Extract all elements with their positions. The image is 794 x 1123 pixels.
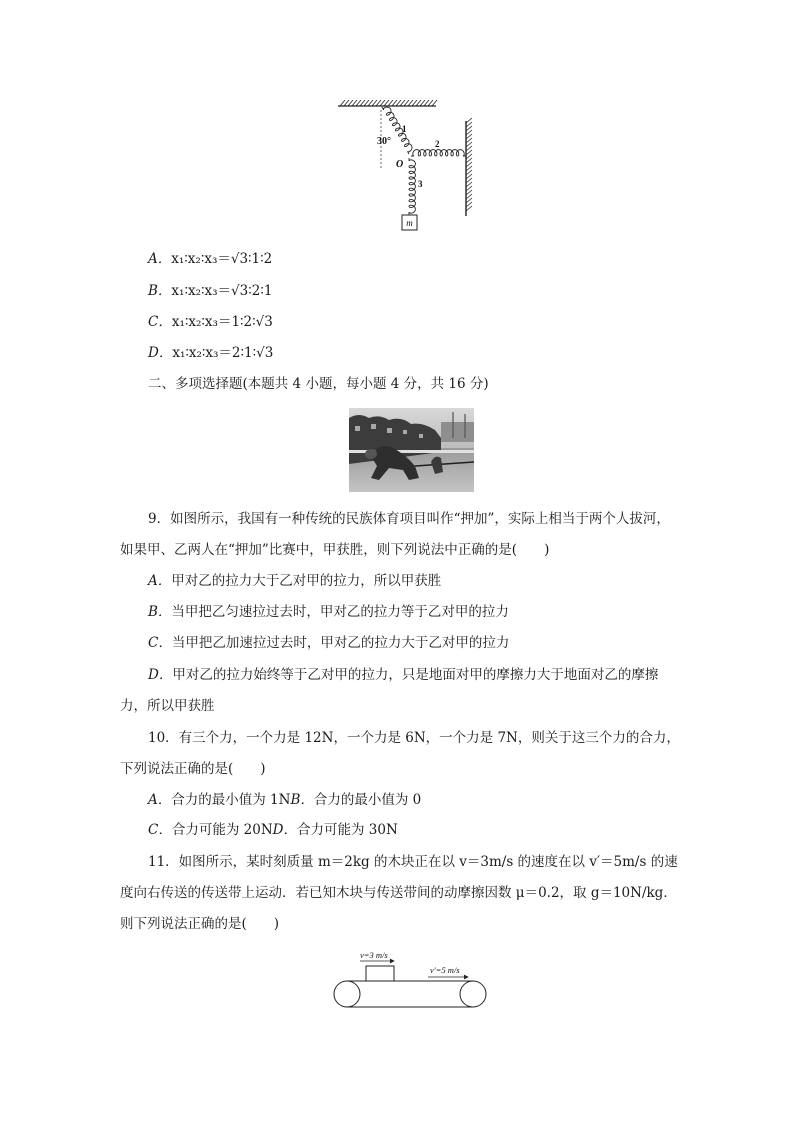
wood-block [366, 966, 394, 981]
option-text: 甲对乙的拉力大于乙对甲的拉力，所以甲获胜 [171, 573, 442, 589]
belt-velocity-label: v′=5 m/s [430, 965, 460, 975]
option-label: B． [290, 792, 314, 808]
q8-option-d [148, 345, 273, 361]
option-text: 当甲把乙匀速拉过去时，甲对乙的拉力等于乙对甲的拉力 [171, 604, 509, 620]
spring-3 [409, 158, 415, 215]
q11-stem-line3: 则下列说法正确的是( ) [120, 916, 280, 932]
option-label: D． [272, 822, 297, 838]
q10-stem-line1: 10．有三个力，一个力是 12N，一个力是 6N，一个力是 7N，则关于这三个力的合力， [148, 730, 680, 746]
photo-building [441, 422, 474, 442]
wall-hatch [466, 118, 472, 211]
q10-options-cd [148, 822, 398, 838]
option-text: 合力的最小值为 1N [171, 792, 291, 808]
mass-label: m [406, 218, 413, 228]
option-text: 合力可能为 20N [171, 822, 273, 838]
spring-2 [411, 150, 466, 156]
section-2-title: 二、多项选择题(本题共 4 小题，每小题 4 分，共 16 分) [148, 376, 489, 392]
photo-contestant-head [365, 449, 377, 459]
q9-option-d [148, 667, 658, 683]
right-roller [460, 981, 486, 1007]
option-label: A． [148, 251, 172, 267]
angle-label: 30° [377, 136, 391, 147]
option-text: 甲对乙的拉力始终等于乙对甲的拉力，只是地面对甲的摩擦力大于地面对乙的摩擦 [172, 667, 659, 683]
q10-options-ab [148, 792, 421, 808]
option-label: B． [148, 283, 172, 299]
left-roller [334, 981, 360, 1007]
q9-stem-line2: 如果甲、乙两人在“押加”比赛中，甲获胜，则下列说法中正确的是( ) [120, 542, 550, 558]
q9-option-b [148, 604, 509, 620]
spring3-label: 3 [418, 179, 423, 189]
option-label: C． [148, 314, 172, 330]
q9-stem-line1: 9．如图所示，我国有一种传统的民族体育项目叫作“押加”，实际上相当于两个人拔河， [148, 511, 670, 527]
spring1-label: 1 [402, 124, 407, 134]
option-text: x₁∶x₂∶x₃＝√3∶2∶1 [171, 283, 273, 299]
q8-option-b [148, 283, 272, 299]
option-text: 合力可能为 30N [296, 822, 398, 838]
q8-option-c [148, 314, 273, 330]
option-label: C． [148, 635, 172, 651]
option-label: D． [148, 667, 173, 683]
option-label: A． [148, 792, 172, 808]
option-text: x₁∶x₂∶x₃＝√3∶1∶2 [171, 251, 273, 267]
q9-option-c [148, 635, 509, 651]
q9-option-d-continued: 力，所以甲获胜 [120, 698, 215, 714]
q8-option-a [148, 251, 272, 267]
option-label: A． [148, 573, 172, 589]
springs-group [382, 107, 466, 215]
point-o-label: O [396, 159, 404, 170]
block-velocity-label: v=3 m/s [360, 950, 388, 960]
spring-system-figure [330, 96, 490, 236]
option-text: x₁∶x₂∶x₃＝1∶2∶√3 [171, 314, 273, 330]
option-text: 合力的最小值为 0 [313, 792, 422, 808]
spring2-label: 2 [435, 139, 440, 149]
option-label: C． [148, 822, 172, 838]
q11-stem-line2: 度向右传送的传送带上运动．若已知木块与传送带间的动摩擦因数 μ＝0.2，取 g＝10N/kg． [120, 885, 677, 901]
q11-stem-line1: 11．如图所示，某时刻质量 m＝2kg 的木块正在以 v＝3m/s 的速度在以 v′＝5m/s 的速 [148, 854, 678, 870]
option-text: 当甲把乙加速拉过去时，甲对乙的拉力大于乙对甲的拉力 [171, 635, 510, 651]
ceiling-hatch [340, 100, 437, 106]
q9-option-a [148, 573, 441, 589]
option-label: D． [148, 345, 173, 361]
conveyor-belt-figure [328, 944, 494, 1014]
option-label: B． [148, 604, 172, 620]
yajia-contest-photo [349, 408, 474, 492]
option-text: x₁∶x₂∶x₃＝2∶1∶√3 [172, 345, 274, 361]
q10-stem-line2: 下列说法正确的是( ) [120, 761, 266, 777]
